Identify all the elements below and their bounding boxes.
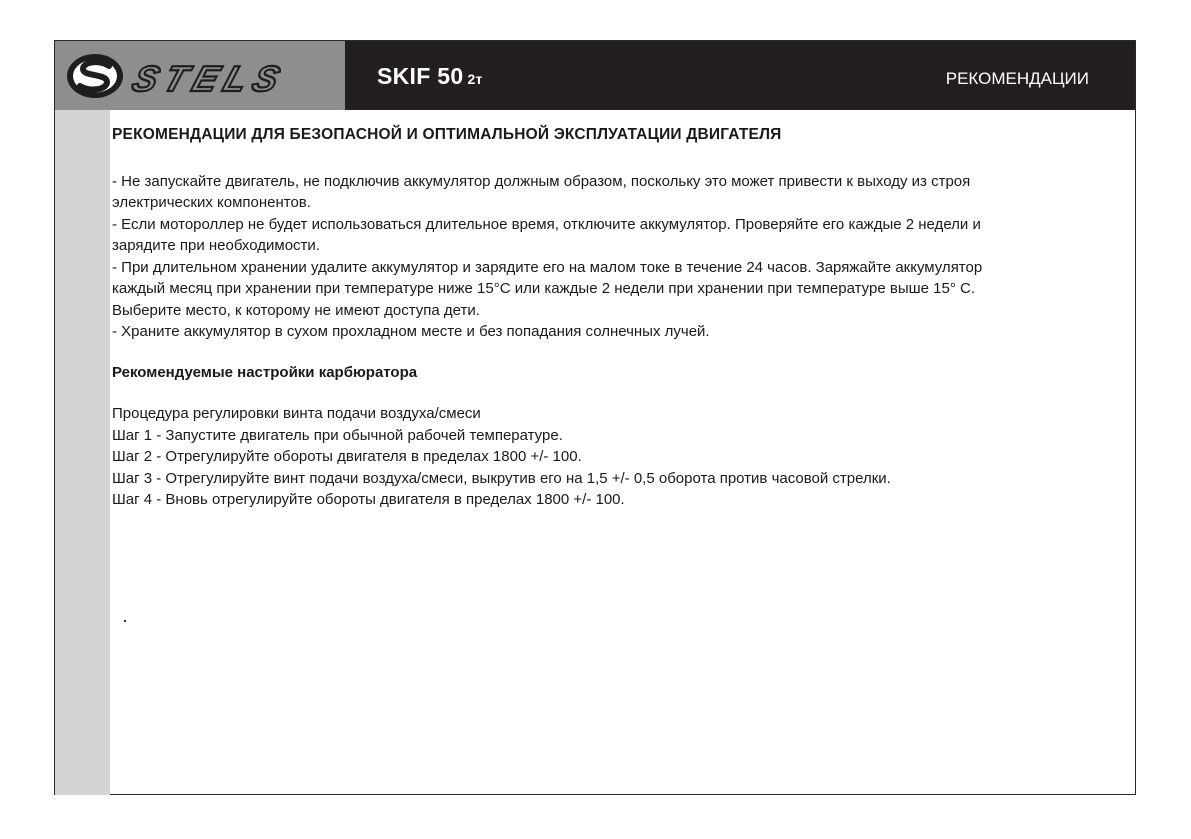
- main-heading: РЕКОМЕНДАЦИИ ДЛЯ БЕЗОПАСНОЙ И ОПТИМАЛЬНОЙ ЭКСПЛУАТАЦИИ ДВИГАТЕЛЯ: [112, 126, 782, 143]
- model-name: SKIF 50: [377, 63, 464, 89]
- carburetor-steps: [112, 403, 992, 511]
- side-strip: [55, 110, 110, 795]
- svg-text:STELS: STELS: [127, 58, 292, 99]
- carburetor-heading: Рекомендуемые настройки карбюратора: [112, 363, 418, 381]
- section-label: РЕКОМЕНДАЦИИ: [945, 69, 1089, 88]
- stels-logo-icon: [65, 51, 335, 101]
- brand-logo: [55, 41, 345, 110]
- step-line: Процедура регулировки винта подачи воздуха/смеси: [112, 405, 481, 422]
- step-line: Шаг 4 - Вновь отрегулируйте обороты двигателя в пределах 1800 +/- 100.: [112, 491, 625, 508]
- recommendation-paragraph: - Если мотороллер не будет использоваться длительное время, отключите аккумулятор. Проверяйте его каждые 2 недели и зарядите при необходимости.: [112, 215, 981, 254]
- step-line: Шаг 3 - Отрегулируйте винт подачи воздуха/смеси, выкрутив его на 1,5 +/- 0,5 оборота против часовой стрелки.: [112, 469, 891, 487]
- model-suffix: 2т: [467, 71, 483, 87]
- recommendation-paragraph: - Не запускайте двигатель, не подключив аккумулятор должным образом, поскольку это может привести к выходу из строя электрических компонентов.: [112, 172, 971, 211]
- step-line: Шаг 2 - Отрегулируйте обороты двигателя в пределах 1800 +/- 100.: [112, 448, 582, 465]
- stray-mark: [124, 620, 126, 622]
- page-content: [112, 124, 992, 511]
- page-header: [55, 41, 1135, 110]
- step-line: Шаг 1 - Запустите двигатель при обычной рабочей температуре.: [112, 426, 563, 444]
- recommendation-paragraph: - Храните аккумулятор в сухом прохладном месте и без попадания солнечных лучей.: [112, 323, 710, 340]
- recommendation-paragraph: - При длительном хранении удалите аккумулятор и зарядите его на малом токе в течение 24 часов. Заряжайте аккумулятор каждый месяц при хранении при температуре ниже 15°С или каждые 2 недели при хранении при температуре выше 15° С. Выберите место, к которому не имеют доступа дети.: [112, 258, 983, 319]
- model-title: [377, 63, 483, 90]
